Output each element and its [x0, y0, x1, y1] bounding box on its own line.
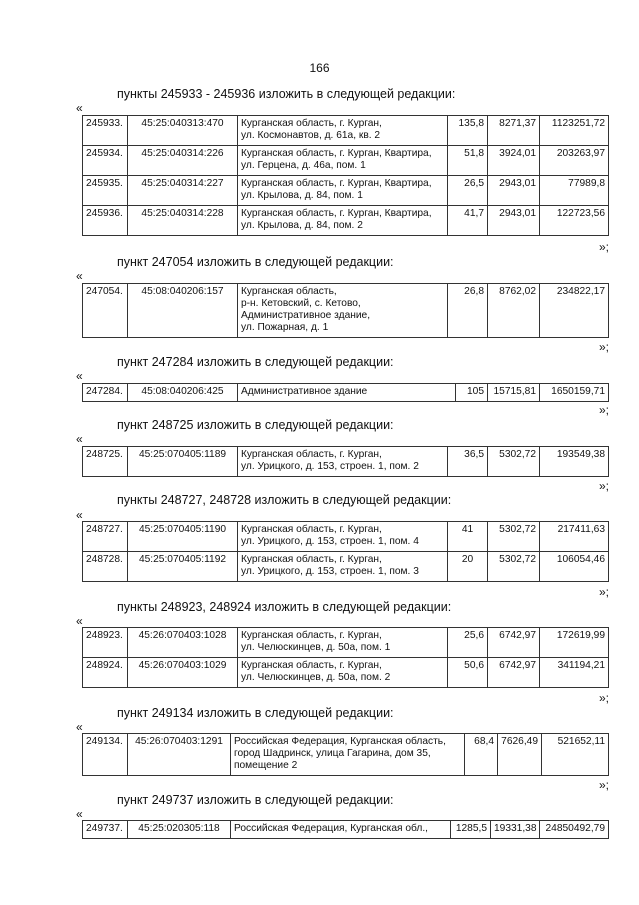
section-heading: пункт 247054 изложить в следующей редакции: [117, 255, 394, 269]
total-cell: 24850492,79 [540, 821, 609, 839]
rate-cell: 19331,38 [491, 821, 540, 839]
cadastral-number: 45:25:040314:226 [128, 146, 238, 176]
address-line: Курганская область, [241, 286, 337, 297]
row-number: 245934. [83, 146, 128, 176]
address-line: ул. Челюскинцев, д. 50а, пом. 1 [241, 642, 391, 653]
rate-cell: 5302,72 [488, 447, 540, 477]
address-cell [231, 734, 465, 776]
open-quote: « [76, 269, 83, 283]
open-quote: « [76, 369, 83, 383]
open-quote: « [76, 432, 83, 446]
address-line: Курганская область, г. Курган, [241, 554, 382, 565]
data-table [82, 283, 609, 338]
address-cell [238, 522, 448, 552]
data-table [82, 446, 609, 477]
area-cell: 26,5 [448, 176, 488, 206]
row-number: 248725. [83, 447, 128, 477]
cadastral-number: 45:25:070405:1192 [128, 552, 238, 582]
address-line: ул. Космонавтов, д. 61а, кв. 2 [241, 130, 381, 141]
table-row [83, 116, 609, 146]
close-quote: »; [598, 585, 609, 599]
table-row [83, 821, 609, 839]
table-row [83, 384, 609, 402]
address-line: р-н. Кетовский, с. Кетово, [241, 298, 361, 309]
total-cell: 1123251,72 [540, 116, 609, 146]
open-quote: « [76, 720, 83, 734]
close-quote: »; [598, 403, 609, 417]
close-quote: »; [598, 479, 609, 493]
section-heading: пункты 248923, 248924 изложить в следующей редакции: [117, 600, 452, 614]
address-line: ул. Герцена, д. 46а, пом. 1 [241, 160, 366, 171]
rate-cell: 5302,72 [488, 552, 540, 582]
address-line: город Шадринск, улица Гагарина, дом 35, [234, 748, 431, 759]
table-row [83, 522, 609, 552]
total-cell: 234822,17 [540, 284, 609, 338]
row-number: 248924. [83, 658, 128, 688]
data-table [82, 820, 609, 839]
table-row [83, 146, 609, 176]
address-line: Курганская область, г. Курган, [241, 660, 382, 671]
total-cell: 341194,21 [540, 658, 609, 688]
cadastral-number: 45:25:020305:118 [128, 821, 231, 839]
address-line: Курганская область, г. Курган, Квартира, [241, 178, 432, 189]
rate-cell: 5302,72 [488, 522, 540, 552]
total-cell: 217411,63 [540, 522, 609, 552]
address-cell [231, 821, 451, 839]
address-line: ул. Челюскинцев, д. 50а, пом. 2 [241, 672, 391, 683]
address-line: ул. Урицкого, д. 153, строен. 1, пом. 4 [241, 536, 419, 547]
address-cell [238, 284, 448, 338]
cadastral-number: 45:25:070405:1189 [128, 447, 238, 477]
area-cell: 20 [448, 552, 488, 582]
address-line: Курганская область, г. Курган, Квартира, [241, 148, 432, 159]
rate-cell: 2943,01 [488, 206, 540, 236]
area-cell: 1285,5 [451, 821, 491, 839]
area-cell: 25,6 [448, 628, 488, 658]
area-cell: 105 [456, 384, 488, 402]
cadastral-number: 45:25:040314:228 [128, 206, 238, 236]
cadastral-number: 45:26:070403:1029 [128, 658, 238, 688]
cadastral-number: 45:08:040206:157 [128, 284, 238, 338]
rate-cell: 6742,97 [488, 658, 540, 688]
section-heading: пункты 245933 - 245936 изложить в следующей редакции: [117, 87, 456, 101]
table-row [83, 552, 609, 582]
area-cell: 36,5 [448, 447, 488, 477]
section-heading: пункт 248725 изложить в следующей редакции: [117, 418, 394, 432]
data-table [82, 115, 609, 236]
address-line: ул. Пожарная, д. 1 [241, 322, 329, 333]
address-line: ул. Урицкого, д. 153, строен. 1, пом. 2 [241, 461, 419, 472]
rate-cell: 3924,01 [488, 146, 540, 176]
address-line: помещение 2 [234, 760, 298, 771]
table-row [83, 206, 609, 236]
table-row [83, 447, 609, 477]
address-line: ул. Крылова, д. 84, пом. 2 [241, 220, 363, 231]
table-row [83, 628, 609, 658]
open-quote: « [76, 508, 83, 522]
total-cell: 521652,11 [542, 734, 609, 776]
area-cell: 41,7 [448, 206, 488, 236]
address-cell [238, 628, 448, 658]
row-number: 245933. [83, 116, 128, 146]
address-cell [238, 176, 448, 206]
row-number: 248727. [83, 522, 128, 552]
address-cell [238, 447, 448, 477]
area-cell: 26,8 [448, 284, 488, 338]
total-cell: 203263,97 [540, 146, 609, 176]
close-quote: »; [598, 340, 609, 354]
row-number: 245936. [83, 206, 128, 236]
address-line: Курганская область, г. Курган, [241, 630, 382, 641]
section-heading: пункт 249737 изложить в следующей редакции: [117, 793, 394, 807]
cadastral-number: 45:25:070405:1190 [128, 522, 238, 552]
open-quote: « [76, 807, 83, 821]
section-heading: пункты 248727, 248728 изложить в следующей редакции: [117, 493, 452, 507]
rate-cell: 6742,97 [488, 628, 540, 658]
address-cell [238, 552, 448, 582]
address-line: Российская Федерация, Курганская обл., [234, 823, 428, 834]
cadastral-number: 45:08:040206:425 [128, 384, 238, 402]
address-line: Курганская область, г. Курган, Квартира, [241, 208, 432, 219]
open-quote: « [76, 614, 83, 628]
table-row [83, 658, 609, 688]
address-line: Курганская область, г. Курган, [241, 524, 382, 535]
address-line: ул. Крылова, д. 84, пом. 1 [241, 190, 363, 201]
close-quote: »; [598, 778, 609, 792]
address-cell [238, 116, 448, 146]
page-number: 166 [309, 61, 330, 75]
open-quote: « [76, 101, 83, 115]
address-line: Курганская область, г. Курган, [241, 449, 382, 460]
area-cell: 50,6 [448, 658, 488, 688]
cadastral-number: 45:26:070403:1028 [128, 628, 238, 658]
address-line: Российская Федерация, Курганская область, [234, 736, 446, 747]
data-table [82, 627, 609, 688]
rate-cell: 8762,02 [488, 284, 540, 338]
row-number: 247284. [83, 384, 128, 402]
rate-cell: 2943,01 [488, 176, 540, 206]
rate-cell: 7626,49 [498, 734, 542, 776]
area-cell: 68,4 [465, 734, 498, 776]
total-cell: 122723,56 [540, 206, 609, 236]
cadastral-number: 45:26:070403:1291 [128, 734, 231, 776]
address-line: Административное здание [241, 386, 368, 397]
data-table [82, 383, 609, 402]
total-cell: 172619,99 [540, 628, 609, 658]
row-number: 245935. [83, 176, 128, 206]
address-line: ул. Урицкого, д. 153, строен. 1, пом. 3 [241, 566, 419, 577]
address-cell [238, 146, 448, 176]
close-quote: »; [598, 240, 609, 254]
table-row [83, 176, 609, 206]
address-cell [238, 384, 456, 402]
area-cell: 135,8 [448, 116, 488, 146]
row-number: 249134. [83, 734, 128, 776]
address-cell [238, 658, 448, 688]
row-number: 248923. [83, 628, 128, 658]
address-line: Административное здание, [241, 310, 371, 321]
total-cell: 1650159,71 [540, 384, 609, 402]
cadastral-number: 45:25:040314:227 [128, 176, 238, 206]
total-cell: 106054,46 [540, 552, 609, 582]
area-cell: 51,8 [448, 146, 488, 176]
table-row [83, 734, 609, 776]
section-heading: пункт 247284 изложить в следующей редакции: [117, 355, 394, 369]
data-table [82, 521, 609, 582]
address-line: Курганская область, г. Курган, [241, 118, 382, 129]
section-heading: пункт 249134 изложить в следующей редакции: [117, 706, 394, 720]
close-quote: »; [598, 691, 609, 705]
total-cell: 77989,8 [540, 176, 609, 206]
area-cell: 41 [448, 522, 488, 552]
table-row [83, 284, 609, 338]
row-number: 248728. [83, 552, 128, 582]
data-table [82, 733, 609, 776]
address-cell [238, 206, 448, 236]
rate-cell: 15715,81 [488, 384, 540, 402]
row-number: 249737. [83, 821, 128, 839]
rate-cell: 8271,37 [488, 116, 540, 146]
total-cell: 193549,38 [540, 447, 609, 477]
cadastral-number: 45:25:040313:470 [128, 116, 238, 146]
row-number: 247054. [83, 284, 128, 338]
